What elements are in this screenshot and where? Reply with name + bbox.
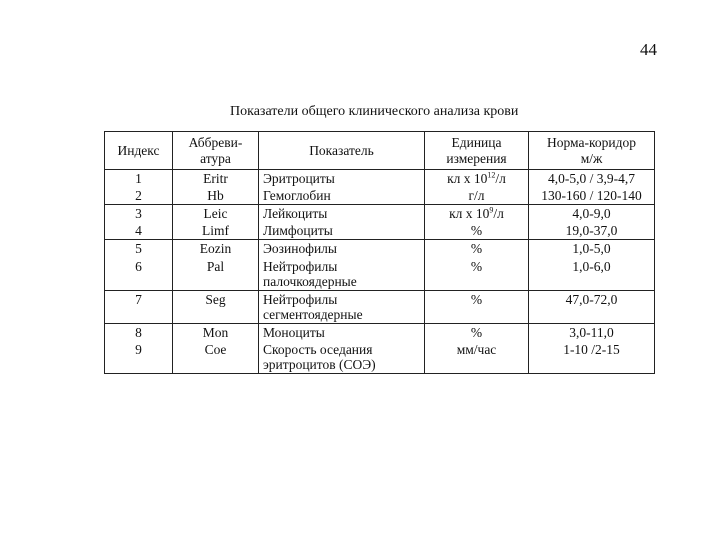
cell-name: Эозинофилы [259,240,425,258]
table-row [105,323,655,341]
cell-index: 6 [105,258,173,291]
cell-abbr: Seg [173,290,259,323]
cell-norm: 47,0-72,0 [529,290,655,323]
cell-abbr: Pal [173,258,259,291]
cell-norm: 4,0-9,0 [529,205,655,223]
cell-name: Лейкоциты [259,205,425,223]
table-row [105,240,655,258]
cell-name: Эритроциты [259,170,425,188]
cell-index: 4 [105,222,173,240]
table-row [105,341,655,374]
page-number: 44 [640,40,657,59]
cell-abbr: Leic [173,205,259,223]
cell-name: Нейтрофилы палочкоядерные [259,258,425,291]
cell-index: 1 [105,170,173,188]
cell-abbr: Limf [173,222,259,240]
cell-name: Моноциты [259,323,425,341]
cell-index: 5 [105,240,173,258]
header-abbreviation: Аббреви- атура [173,132,259,170]
table-row [105,222,655,240]
cell-unit: мм/час [425,341,529,374]
cell-unit: % [425,323,529,341]
table-row [105,290,655,323]
table-row [105,258,655,291]
header-norm: Норма-коридор м/ж [529,132,655,170]
cell-norm: 1,0-6,0 [529,258,655,291]
cell-abbr: Eritr [173,170,259,188]
cell-unit: кл х $10^9/л$ [425,205,529,223]
cell-index: 8 [105,323,173,341]
cell-name: Лимфоциты [259,222,425,240]
table-row [105,170,655,188]
cell-norm: 1-10 /2-15 [529,341,655,374]
cell-unit: кл х $10^{12}/л$ [425,170,529,188]
cell-unit: % [425,290,529,323]
cell-unit: % [425,258,529,291]
table-row [105,187,655,205]
cell-unit: % [425,240,529,258]
cell-unit: % [425,222,529,240]
blood-analysis-table [104,131,655,374]
cell-norm: 1,0-5,0 [529,240,655,258]
cell-abbr: Hb [173,187,259,205]
cell-index: 9 [105,341,173,374]
header-index: Индекс [105,132,173,170]
cell-norm: 4,0-5,0 / 3,9-4,7 [529,170,655,188]
cell-name: Гемоглобин [259,187,425,205]
cell-name: Скорость оседания эритроцитов (СОЭ) [259,341,425,374]
table-header-row [105,132,655,170]
cell-abbr: Coe [173,341,259,374]
cell-norm: 130-160 / 120-140 [529,187,655,205]
cell-name: Нейтрофилы сегментоядерные [259,290,425,323]
cell-abbr: Eozin [173,240,259,258]
cell-norm: 19,0-37,0 [529,222,655,240]
header-unit: Единица измерения [425,132,529,170]
cell-index: 7 [105,290,173,323]
table-caption: Показатели общего клинического анализа крови [230,104,519,119]
cell-index: 3 [105,205,173,223]
cell-unit: г/л [425,187,529,205]
cell-index: 2 [105,187,173,205]
cell-abbr: Mon [173,323,259,341]
cell-norm: 3,0-11,0 [529,323,655,341]
table-row [105,205,655,223]
header-indicator: Показатель [259,132,425,170]
